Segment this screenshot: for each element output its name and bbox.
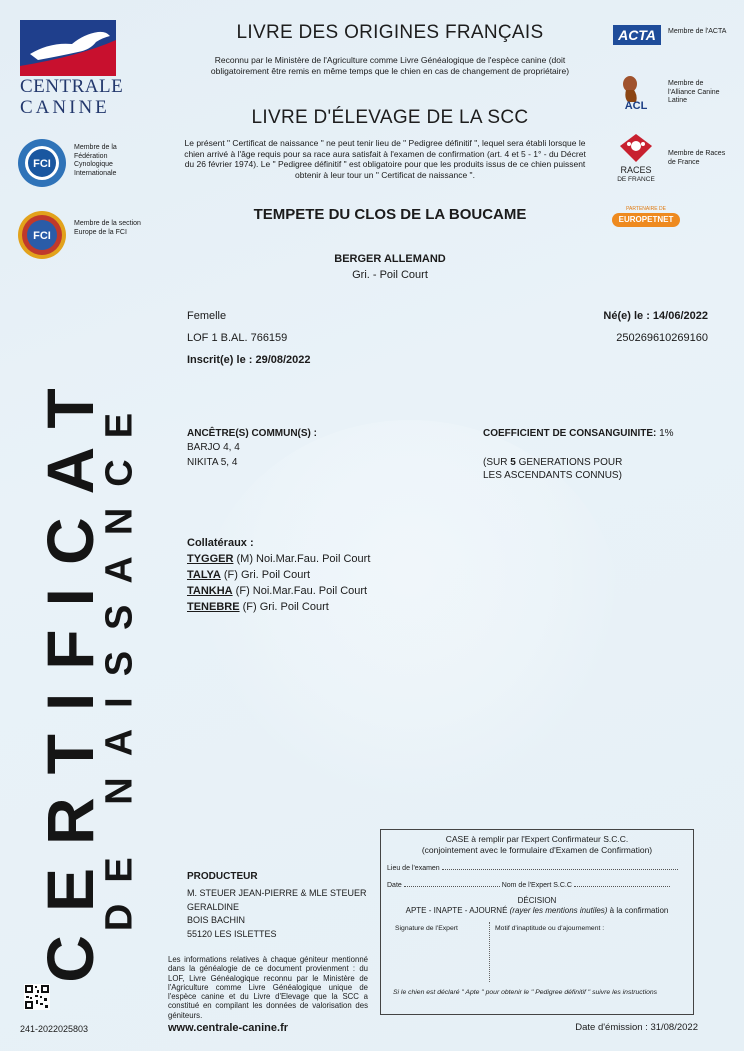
- decision-end: à la confirmation: [607, 906, 669, 915]
- issue-date: Date d'émission : 31/08/2022: [575, 1022, 698, 1033]
- decision-instruction: (rayer les mentions inutiles): [509, 906, 608, 915]
- brand-line2: CANINE: [20, 97, 110, 118]
- coef-note-3: LES ASCENDANTS CONNUS): [483, 470, 622, 481]
- website-link[interactable]: www.centrale-canine.fr: [168, 1022, 289, 1034]
- expert-box-title1: CASE à remplir par l'Expert Confirmateur S.C.C.: [445, 834, 629, 844]
- acta-logo-icon: [613, 25, 661, 45]
- acl-text: Membre de l'Alliance Canine Latine: [668, 80, 720, 104]
- signature-label: Signature de l'Expert: [395, 925, 458, 932]
- fci-europe-logo-icon: [17, 210, 67, 260]
- expert-name-field[interactable]: [574, 886, 670, 887]
- fci-logo-icon: [17, 138, 67, 188]
- coef-note-1: (SUR: [483, 457, 511, 468]
- partner-name: EUROPETNET: [612, 213, 680, 227]
- ancestor-item: NIKITA 5, 4: [187, 457, 238, 468]
- producer-line3: BOIS BACHIN: [187, 915, 246, 925]
- motif-label: Motif d'inaptitude ou d'ajournement :: [495, 925, 605, 932]
- collateral-item: [187, 552, 370, 567]
- livre-elevage-description: Le présent " Certificat de naissance " ne peut tenir lieu de " Pedigree définitif ", lequel sera établi lorsque le chien arrivé à l'âge requis pour sa race aura satisfait à l'examen de confirmation (art. 4 et 5 - 1° - du Décret du 26 février 1974). Le " Pedigree définitif " est obligatoire pour que les produits issus de ce chien puissent obtenir à leur tour un " Certificat de naissance ".: [184, 138, 586, 180]
- collateral-item: [187, 600, 329, 615]
- ancestors-label: ANCÊTRE(S) COMMUN(S) :: [187, 428, 317, 439]
- title-livre-elevage: LIVRE D'ÉLEVAGE DE LA SCC: [251, 107, 529, 128]
- collateral-desc: (F) Gri. Poil Court: [239, 601, 329, 613]
- races-label-2: DE FRANCE: [617, 176, 655, 183]
- collateral-name: TANKHA: [187, 585, 233, 597]
- races-de-france-logo-icon: [618, 132, 654, 164]
- producer-line2: GERALDINE: [187, 901, 240, 912]
- exam-place-label: Lieu de l'examen: [387, 865, 440, 872]
- vertical-title: CERTIFICAT: [33, 365, 107, 983]
- collateral-desc: (M) Noi.Mar.Fau. Poil Court: [233, 553, 371, 565]
- decision-label: DÉCISION: [517, 896, 557, 905]
- fci-europe-logo-label: FCI: [33, 230, 51, 242]
- dog-sex: Femelle: [187, 310, 227, 322]
- collateral-name: TALYA: [187, 569, 221, 581]
- coef-label: COEFFICIENT DE CONSANGUINITE:: [483, 428, 657, 439]
- brand-line1: CENTRALE: [20, 76, 124, 97]
- doc-number: 241-2022025803: [20, 1024, 89, 1034]
- producer-label: PRODUCTEUR: [187, 871, 258, 882]
- qr-code-icon: [24, 984, 50, 1010]
- producer-line4: 55120 LES ISLETTES: [187, 928, 277, 939]
- dog-registered-date: Inscrit(e) le : 29/08/2022: [187, 354, 311, 366]
- dog-breed: BERGER ALLEMAND: [334, 253, 446, 265]
- races-label-1: RACES: [620, 165, 652, 175]
- expert-note: Si le chien est déclaré " Apte " pour obtenir le " Pedigree définitif " suivre les instructions: [393, 989, 658, 996]
- acl-logo-icon: [612, 72, 660, 112]
- expert-name-label: Nom de l'Expert S.C.C: [501, 882, 572, 889]
- expert-confirmation-box: [380, 829, 694, 1015]
- acta-text: Membre de l'ACTA: [668, 28, 727, 35]
- coef-note-2: GENERATIONS POUR: [515, 457, 623, 468]
- expert-box-title2: (conjointement avec le formulaire d'Examen de Confirmation): [421, 845, 653, 855]
- collateral-name: TENEBRE: [187, 601, 240, 613]
- coef-note-generations: 5: [510, 457, 516, 468]
- centrale-canine-logo-icon: [20, 20, 116, 76]
- europetnet-badge: [612, 206, 680, 228]
- exam-place-field[interactable]: [442, 869, 678, 870]
- title-lof: LIVRE DES ORIGINES FRANÇAIS: [236, 22, 544, 43]
- coef-value: 1%: [659, 428, 674, 439]
- fci-europe-text: Membre de la section Europe de la FCI: [74, 220, 141, 236]
- dog-lof-number: LOF 1 B.AL. 766159: [187, 332, 288, 344]
- decision-options[interactable]: APTE - INAPTE - AJOURNÉ: [405, 906, 510, 915]
- dog-chip-number: 250269610269160: [616, 332, 708, 344]
- producer-line1: M. STEUER JEAN-PIERRE & MLE STEUER: [187, 888, 367, 898]
- collaterals-label: Collatéraux :: [187, 537, 254, 549]
- acl-logo-label: ACL: [624, 100, 648, 112]
- dog-name: TEMPETE DU CLOS DE LA BOUCAME: [253, 206, 527, 223]
- races-text: Membre de Races de France: [668, 150, 726, 166]
- ancestor-item: BARJO 4, 4: [187, 442, 240, 453]
- collateral-desc: (F) Gri. Poil Court: [220, 569, 311, 581]
- legal-text: Les informations relatives à chaque géniteur mentionné dans la généalogie de ce document provienment : du LOF, Livre Généalogique reconnu par le Ministère de l'Agriculture comme Livre Généalogique unique de l'espèce canine et du Livre d'Elevage que la SCC a constitué en compilant les données de valorisation des géniteurs.: [168, 955, 368, 1020]
- collateral-item: [187, 584, 367, 599]
- fci-member-text: Membre de la Fédération Cynologique Internationale: [74, 144, 117, 177]
- collateral-desc: (F) Noi.Mar.Fau. Poil Court: [232, 585, 368, 597]
- partner-small: PARTENAIRE DE: [626, 206, 666, 212]
- dog-birth-date: Né(e) le : 14/06/2022: [603, 310, 708, 322]
- acta-logo-label: ACTA: [618, 27, 656, 43]
- date-label: Date: [387, 882, 402, 889]
- fci-logo-label: FCI: [33, 158, 51, 170]
- collateral-item: [187, 568, 310, 583]
- lof-description: Reconnu par le Ministère de l'Agriculture comme Livre Généalogique de l'espèce canine (doit obligatoirement être remis en même temps que le chien en cas de changement de propriétaire): [210, 55, 570, 76]
- date-field[interactable]: [404, 886, 500, 887]
- dog-coat: Gri. - Poil Court: [352, 269, 428, 281]
- vertical-subtitle: DE NAISSANCE: [98, 391, 141, 932]
- collateral-name: TYGGER: [187, 553, 234, 565]
